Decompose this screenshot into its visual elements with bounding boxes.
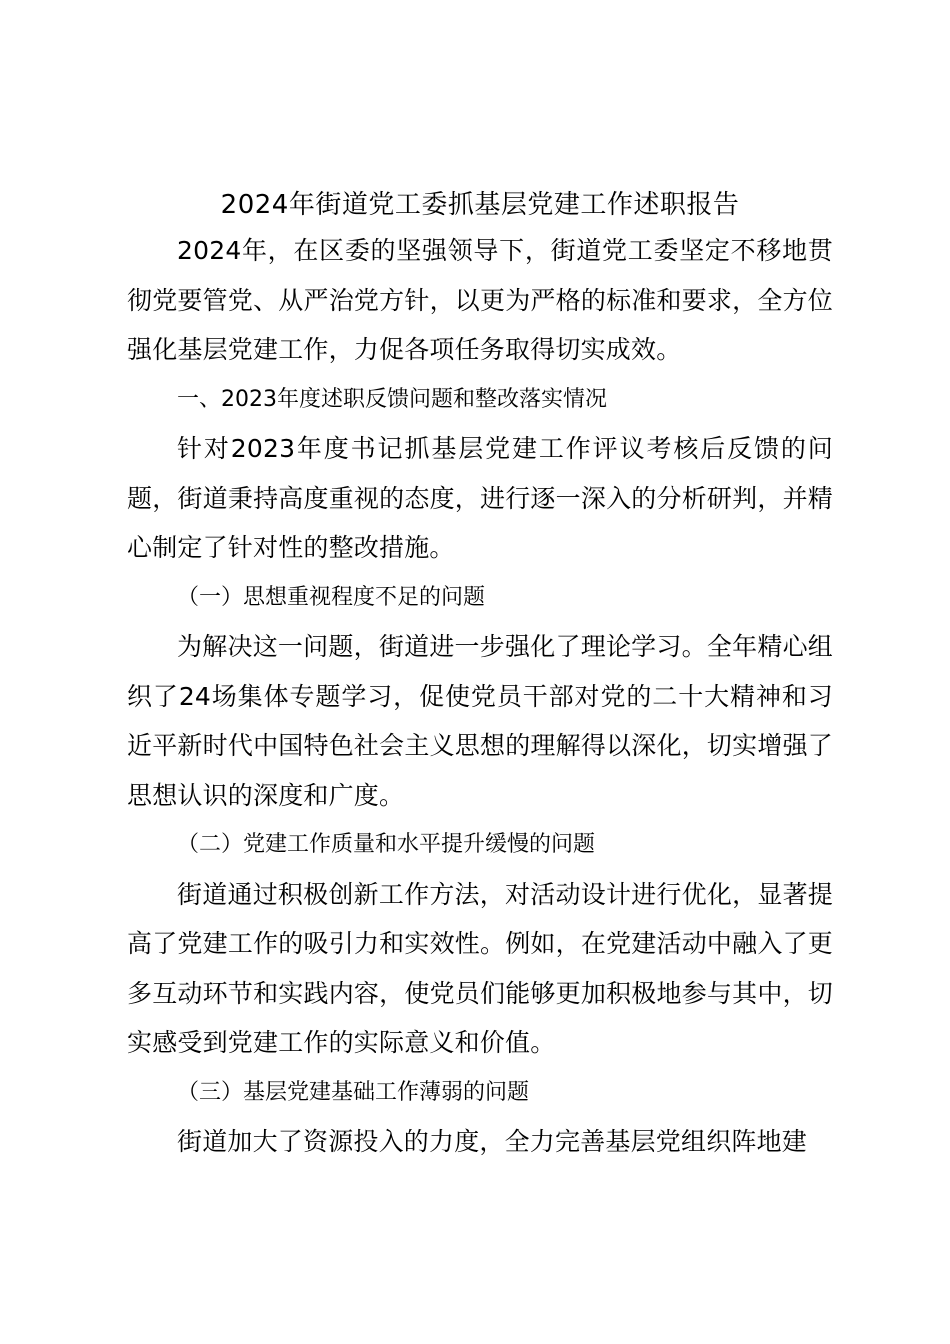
subsection-1-paragraph: 为解决这一问题，街道进一步强化了理论学习。全年精心组织了24场集体专题学习，促使党员干部对党的二十大精神和习近平新时代中国特色社会主义思想的理解得以深化，切实增强了思想认识的深度和广度。 [127, 632, 833, 810]
section-1-paragraph: 针对2023年度书记抓基层党建工作评议考核后反馈的问题，街道秉持高度重视的态度，进行逐一深入的分析研判，并精心制定了针对性的整改措施。 [127, 434, 833, 562]
subsection-1-heading: （一）思想重视程度不足的问题 [177, 584, 486, 610]
document-title: 2024年街道党工委抓基层党建工作述职报告 [220, 190, 740, 220]
subsection-3-heading: （三）基层党建基础工作薄弱的问题 [177, 1079, 530, 1105]
subsection-3-paragraph: 街道加大了资源投入的力度，全力完善基层党组织阵地建 [177, 1127, 808, 1156]
section-1-heading: 一、2023年度述职反馈问题和整改落实情况 [177, 386, 607, 412]
subsection-2-heading: （二）党建工作质量和水平提升缓慢的问题 [177, 832, 596, 857]
intro-paragraph: 2024年，在区委的坚强领导下，街道党工委坚定不移地贯彻党要管党、从严治党方针，以更为严格的标准和要求，全方位强化基层党建工作，力促各项任务取得切实成效。 [127, 236, 833, 364]
document-body [127, 184, 833, 1167]
subsection-2-paragraph: 街道通过积极创新工作方法，对活动设计进行优化，显著提高了党建工作的吸引力和实效性。例如，在党建活动中融入了更多互动环节和实践内容，使党员们能够更加积极地参与其中，切实感受到党建工作的实际意义和价值。 [127, 879, 833, 1057]
